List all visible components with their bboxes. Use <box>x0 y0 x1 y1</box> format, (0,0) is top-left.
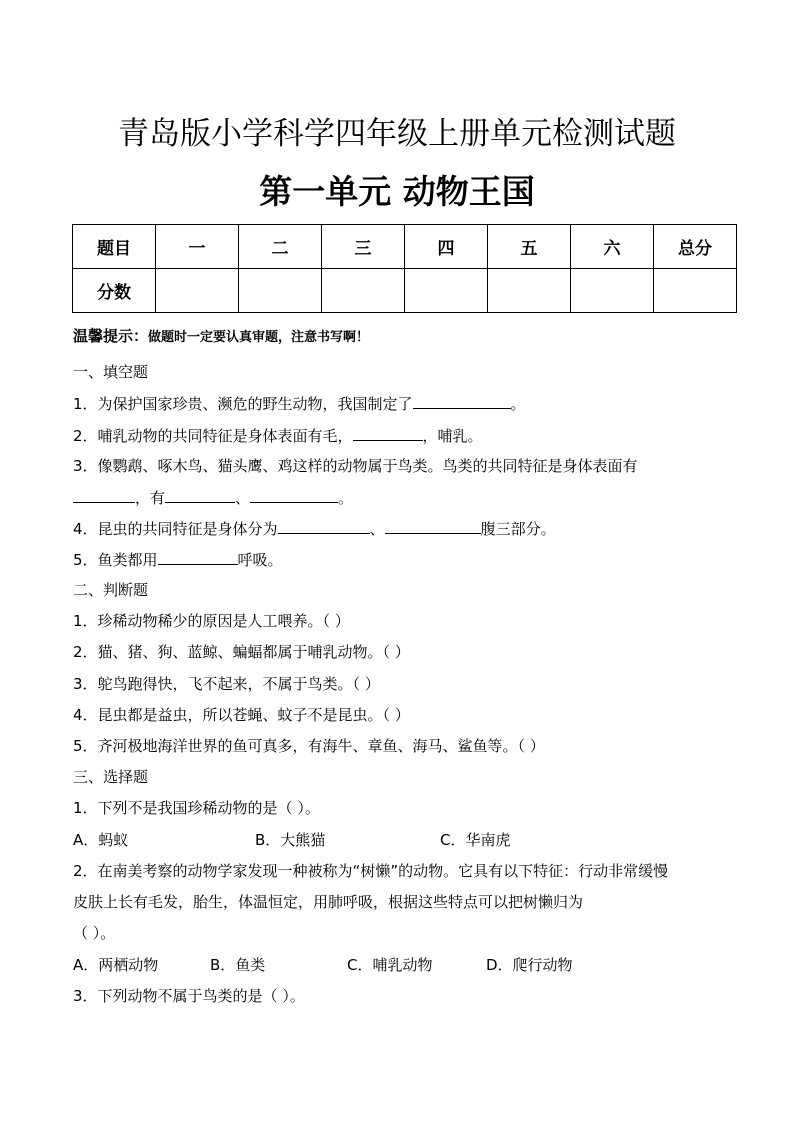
question-text: 。 <box>338 489 354 507</box>
section-heading-judge: 二、判断题 <box>73 581 149 599</box>
section-heading-choice: 三、选择题 <box>73 768 149 786</box>
choice-question-2-line-2: 皮肤上长有毛发，胎生，体温恒定，用肺呼吸，根据这些特点可以把树懒归为 <box>73 893 584 911</box>
answer-blank[interactable] <box>73 486 135 503</box>
fill-question-4 <box>73 517 556 539</box>
question-text: 1．为保护国家珍贵、濒危的野生动物，我国制定了 <box>73 395 413 413</box>
score-cell[interactable] <box>156 269 239 313</box>
score-header-cell: 二 <box>239 225 322 269</box>
score-table-header-row <box>73 225 737 269</box>
answer-blank[interactable] <box>353 424 423 441</box>
judge-question-5: 5．齐河极地海洋世界的鱼可真多，有海牛、章鱼、海马、鲨鱼等。（ ） <box>73 737 545 755</box>
question-text: 2．哺乳动物的共同特征是身体表面有毛， <box>73 427 353 445</box>
score-cell[interactable] <box>239 269 322 313</box>
choice-option: B．大熊猫 <box>255 831 326 849</box>
score-cell[interactable] <box>488 269 571 313</box>
judge-question-2: 2．猫、猪、狗、蓝鲸、蝙蝠都属于哺乳动物。（ ） <box>73 643 410 661</box>
score-cell[interactable] <box>322 269 405 313</box>
section-heading-fill: 一、填空题 <box>73 363 149 381</box>
score-header-cell: 一 <box>156 225 239 269</box>
fill-question-3-line-1: 3．像鹦鹉、啄木鸟、猫头鹰、鸡这样的动物属于鸟类。鸟类的共同特征是身体表面有 <box>73 457 638 475</box>
score-header-cell: 总分 <box>654 225 737 269</box>
question-text: 、 <box>235 489 251 507</box>
choice-option: D．爬行动物 <box>486 956 573 974</box>
judge-question-4: 4．昆虫都是益虫，所以苍蝇、蚊子不是昆虫。（ ） <box>73 706 410 724</box>
score-header-cell: 三 <box>322 225 405 269</box>
fill-question-2 <box>73 424 483 446</box>
question-text: 、 <box>369 520 385 538</box>
fill-question-5 <box>73 548 283 570</box>
question-text: 腹三部分。 <box>480 520 556 538</box>
choice-question-1: 1．下列不是我国珍稀动物的是（ ）。 <box>73 799 320 817</box>
score-cell[interactable] <box>405 269 488 313</box>
question-text: 5．鱼类都用 <box>73 551 158 569</box>
reminder-label: 温馨提示： <box>73 327 149 345</box>
choice-question-2-line-3: （ ）。 <box>73 924 116 942</box>
score-table-score-row <box>73 269 737 313</box>
score-header-cell: 四 <box>405 225 488 269</box>
fill-question-3-line-2 <box>73 486 353 508</box>
choice-option: A．两栖动物 <box>73 956 159 974</box>
question-text: 呼吸。 <box>237 551 283 569</box>
fill-question-1 <box>73 392 526 414</box>
question-text: 。 <box>510 395 526 413</box>
question-text: ，哺乳。 <box>422 427 483 445</box>
score-row-label: 分数 <box>73 269 156 313</box>
score-header-cell: 五 <box>488 225 571 269</box>
choice-question-2-line-1: 2．在南美考察的动物学家发现一种被称为“树懒”的动物。它具有以下特征：行动非常缓慢 <box>73 862 669 880</box>
score-cell[interactable] <box>571 269 654 313</box>
judge-question-3: 3．鸵鸟跑得快，飞不起来，不属于鸟类。（ ） <box>73 675 380 693</box>
unit-title: 第一单元 动物王国 <box>259 172 535 211</box>
answer-blank[interactable] <box>278 517 370 534</box>
choice-question-3: 3．下列动物不属于鸟类的是（ ）。 <box>73 987 305 1005</box>
score-header-cell: 题目 <box>73 225 156 269</box>
question-text: ，有 <box>135 489 166 507</box>
reminder-text: 做题时一定要认真审题，注意书写啊！ <box>148 330 370 345</box>
reminder <box>73 325 369 346</box>
answer-blank[interactable] <box>165 486 235 503</box>
choice-option: C．华南虎 <box>440 831 511 849</box>
score-table <box>72 224 737 313</box>
question-text: 4．昆虫的共同特征是身体分为 <box>73 520 278 538</box>
choice-option: B．鱼类 <box>210 956 266 974</box>
exam-title: 青岛版小学科学四年级上册单元检测试题 <box>118 116 676 152</box>
choice-option: A．蚂蚁 <box>73 831 129 849</box>
score-header-cell: 六 <box>571 225 654 269</box>
answer-blank[interactable] <box>158 548 238 565</box>
score-cell[interactable] <box>654 269 737 313</box>
answer-blank[interactable] <box>413 392 511 409</box>
judge-question-1: 1．珍稀动物稀少的原因是人工喂养。（ ） <box>73 612 350 630</box>
choice-option: C．哺乳动物 <box>347 956 433 974</box>
answer-blank[interactable] <box>250 486 338 503</box>
answer-blank[interactable] <box>385 517 481 534</box>
